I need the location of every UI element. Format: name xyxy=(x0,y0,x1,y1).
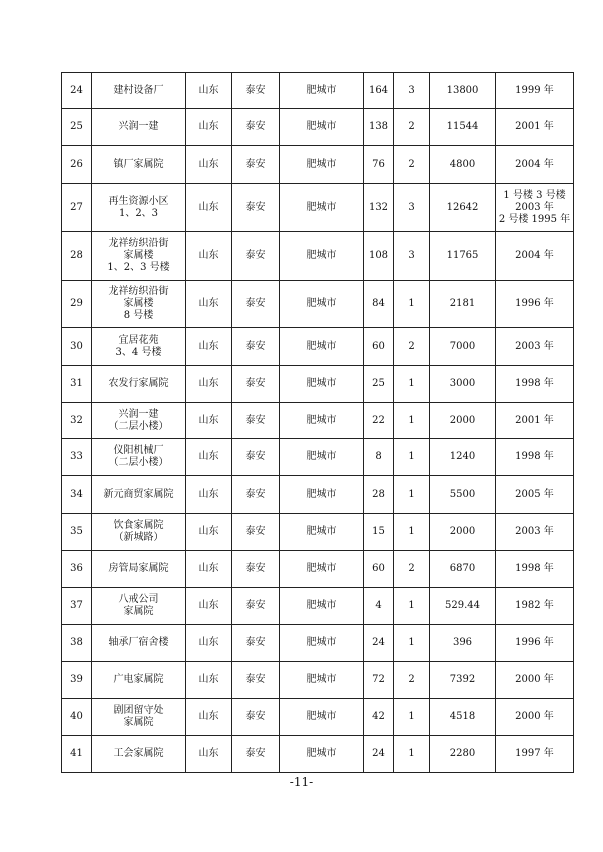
cell-district: 肥城市 xyxy=(280,184,364,232)
table-row xyxy=(62,73,574,109)
cell-year: 1996 年 xyxy=(496,281,574,328)
cell-year: 1996 年 xyxy=(496,625,574,662)
table-row xyxy=(62,366,574,403)
cell-floors: 1 xyxy=(394,366,430,403)
cell-year: 1998 年 xyxy=(496,439,574,476)
cell-district: 肥城市 xyxy=(280,662,364,699)
cell-district: 肥城市 xyxy=(280,439,364,476)
housing-table xyxy=(61,72,574,773)
cell-year: 2000 年 xyxy=(496,662,574,699)
cell-city: 泰安 xyxy=(232,281,280,328)
cell-floors: 3 xyxy=(394,232,430,281)
cell-province: 山东 xyxy=(186,514,232,551)
cell-floors: 1 xyxy=(394,588,430,625)
cell-year: 2004 年 xyxy=(496,232,574,281)
cell-name: 宜居花苑 3、4 号楼 xyxy=(92,328,186,366)
cell-name: 再生资源小区 1、2、3 xyxy=(92,184,186,232)
cell-name: 轴承厂宿舍楼 xyxy=(92,625,186,662)
cell-district: 肥城市 xyxy=(280,403,364,439)
table-row xyxy=(62,184,574,232)
cell-area: 7000 xyxy=(430,328,496,366)
cell-year: 1998 年 xyxy=(496,366,574,403)
cell-floors: 2 xyxy=(394,662,430,699)
cell-floors: 1 xyxy=(394,476,430,514)
cell-district: 肥城市 xyxy=(280,366,364,403)
cell-floors: 2 xyxy=(394,109,430,146)
cell-province: 山东 xyxy=(186,736,232,773)
cell-name: 新元商贸家属院 xyxy=(92,476,186,514)
cell-households: 28 xyxy=(364,476,394,514)
cell-households: 72 xyxy=(364,662,394,699)
cell-no: 38 xyxy=(62,625,92,662)
cell-province: 山东 xyxy=(186,439,232,476)
cell-floors: 1 xyxy=(394,625,430,662)
cell-name: 镇厂家属院 xyxy=(92,146,186,184)
cell-year: 1998 年 xyxy=(496,551,574,588)
cell-area: 12642 xyxy=(430,184,496,232)
cell-area: 7392 xyxy=(430,662,496,699)
cell-province: 山东 xyxy=(186,146,232,184)
cell-no: 36 xyxy=(62,551,92,588)
cell-households: 132 xyxy=(364,184,394,232)
cell-name: 龙祥纺织沿街 家属楼 1、2、3 号楼 xyxy=(92,232,186,281)
cell-province: 山东 xyxy=(186,232,232,281)
cell-district: 肥城市 xyxy=(280,551,364,588)
cell-year: 2003 年 xyxy=(496,514,574,551)
cell-year: 1997 年 xyxy=(496,736,574,773)
cell-year: 2000 年 xyxy=(496,699,574,736)
table-row xyxy=(62,736,574,773)
cell-floors: 1 xyxy=(394,736,430,773)
cell-no: 25 xyxy=(62,109,92,146)
cell-floors: 1 xyxy=(394,281,430,328)
cell-area: 2280 xyxy=(430,736,496,773)
table-row xyxy=(62,403,574,439)
cell-floors: 2 xyxy=(394,328,430,366)
cell-area: 5500 xyxy=(430,476,496,514)
cell-households: 60 xyxy=(364,328,394,366)
cell-floors: 3 xyxy=(394,73,430,109)
cell-name: 龙祥纺织沿街 家属楼 8 号楼 xyxy=(92,281,186,328)
cell-name: 剧团留守处 家属院 xyxy=(92,699,186,736)
table-body xyxy=(62,73,574,773)
cell-district: 肥城市 xyxy=(280,109,364,146)
cell-city: 泰安 xyxy=(232,476,280,514)
table-row xyxy=(62,328,574,366)
cell-no: 27 xyxy=(62,184,92,232)
cell-area: 11544 xyxy=(430,109,496,146)
cell-district: 肥城市 xyxy=(280,588,364,625)
cell-households: 60 xyxy=(364,551,394,588)
cell-no: 28 xyxy=(62,232,92,281)
cell-province: 山东 xyxy=(186,281,232,328)
cell-year: 1982 年 xyxy=(496,588,574,625)
cell-households: 4 xyxy=(364,588,394,625)
cell-name: 饮食家属院 （新城路） xyxy=(92,514,186,551)
cell-province: 山东 xyxy=(186,699,232,736)
cell-area: 4800 xyxy=(430,146,496,184)
cell-area: 529.44 xyxy=(430,588,496,625)
table-row xyxy=(62,476,574,514)
cell-district: 肥城市 xyxy=(280,73,364,109)
cell-no: 40 xyxy=(62,699,92,736)
cell-city: 泰安 xyxy=(232,403,280,439)
table-row xyxy=(62,662,574,699)
cell-city: 泰安 xyxy=(232,625,280,662)
cell-no: 35 xyxy=(62,514,92,551)
cell-area: 6870 xyxy=(430,551,496,588)
cell-city: 泰安 xyxy=(232,109,280,146)
cell-no: 31 xyxy=(62,366,92,403)
cell-name: 仪阳机械厂 （二层小楼） xyxy=(92,439,186,476)
cell-province: 山东 xyxy=(186,403,232,439)
cell-year: 1999 年 xyxy=(496,73,574,109)
cell-area: 11765 xyxy=(430,232,496,281)
cell-no: 41 xyxy=(62,736,92,773)
cell-name: 建村设备厂 xyxy=(92,73,186,109)
cell-no: 24 xyxy=(62,73,92,109)
cell-floors: 2 xyxy=(394,551,430,588)
cell-area: 1240 xyxy=(430,439,496,476)
cell-district: 肥城市 xyxy=(280,514,364,551)
cell-floors: 2 xyxy=(394,146,430,184)
cell-no: 37 xyxy=(62,588,92,625)
page-number: -11- xyxy=(289,775,314,789)
cell-floors: 1 xyxy=(394,514,430,551)
cell-district: 肥城市 xyxy=(280,328,364,366)
cell-district: 肥城市 xyxy=(280,232,364,281)
cell-province: 山东 xyxy=(186,625,232,662)
cell-households: 164 xyxy=(364,73,394,109)
cell-households: 24 xyxy=(364,625,394,662)
cell-households: 25 xyxy=(364,366,394,403)
table-row xyxy=(62,146,574,184)
cell-year: 2001 年 xyxy=(496,109,574,146)
cell-floors: 1 xyxy=(394,699,430,736)
cell-year: 2001 年 xyxy=(496,403,574,439)
cell-district: 肥城市 xyxy=(280,146,364,184)
cell-households: 76 xyxy=(364,146,394,184)
cell-province: 山东 xyxy=(186,662,232,699)
cell-no: 39 xyxy=(62,662,92,699)
cell-district: 肥城市 xyxy=(280,699,364,736)
cell-households: 42 xyxy=(364,699,394,736)
cell-city: 泰安 xyxy=(232,232,280,281)
cell-city: 泰安 xyxy=(232,73,280,109)
cell-year: 2003 年 xyxy=(496,328,574,366)
cell-city: 泰安 xyxy=(232,328,280,366)
cell-area: 2000 xyxy=(430,403,496,439)
cell-name: 广电家属院 xyxy=(92,662,186,699)
cell-area: 2000 xyxy=(430,514,496,551)
cell-no: 34 xyxy=(62,476,92,514)
cell-city: 泰安 xyxy=(232,699,280,736)
table-row xyxy=(62,232,574,281)
cell-name: 农发行家属院 xyxy=(92,366,186,403)
cell-area: 2181 xyxy=(430,281,496,328)
cell-no: 30 xyxy=(62,328,92,366)
cell-no: 29 xyxy=(62,281,92,328)
table-row xyxy=(62,109,574,146)
table-row xyxy=(62,281,574,328)
cell-district: 肥城市 xyxy=(280,281,364,328)
cell-city: 泰安 xyxy=(232,588,280,625)
cell-households: 84 xyxy=(364,281,394,328)
table-row xyxy=(62,699,574,736)
cell-households: 15 xyxy=(364,514,394,551)
cell-floors: 1 xyxy=(394,403,430,439)
cell-area: 3000 xyxy=(430,366,496,403)
cell-city: 泰安 xyxy=(232,184,280,232)
cell-district: 肥城市 xyxy=(280,476,364,514)
table-row xyxy=(62,439,574,476)
table-row xyxy=(62,588,574,625)
cell-city: 泰安 xyxy=(232,551,280,588)
cell-households: 108 xyxy=(364,232,394,281)
cell-households: 22 xyxy=(364,403,394,439)
cell-name: 房管局家属院 xyxy=(92,551,186,588)
cell-year: 2004 年 xyxy=(496,146,574,184)
cell-district: 肥城市 xyxy=(280,736,364,773)
table-row xyxy=(62,551,574,588)
cell-area: 13800 xyxy=(430,73,496,109)
cell-year: 1 号楼 3 号楼 2003 年 2 号楼 1995 年 xyxy=(496,184,574,232)
cell-name: 工会家属院 xyxy=(92,736,186,773)
cell-area: 396 xyxy=(430,625,496,662)
cell-no: 33 xyxy=(62,439,92,476)
cell-area: 4518 xyxy=(430,699,496,736)
cell-households: 138 xyxy=(364,109,394,146)
table-row xyxy=(62,514,574,551)
cell-province: 山东 xyxy=(186,366,232,403)
cell-province: 山东 xyxy=(186,476,232,514)
cell-province: 山东 xyxy=(186,184,232,232)
table-row xyxy=(62,625,574,662)
cell-households: 8 xyxy=(364,439,394,476)
cell-district: 肥城市 xyxy=(280,625,364,662)
cell-city: 泰安 xyxy=(232,736,280,773)
cell-city: 泰安 xyxy=(232,146,280,184)
cell-no: 26 xyxy=(62,146,92,184)
cell-province: 山东 xyxy=(186,328,232,366)
cell-name: 兴润一建 xyxy=(92,109,186,146)
cell-province: 山东 xyxy=(186,73,232,109)
cell-floors: 1 xyxy=(394,439,430,476)
cell-province: 山东 xyxy=(186,588,232,625)
cell-no: 32 xyxy=(62,403,92,439)
cell-city: 泰安 xyxy=(232,439,280,476)
cell-name: 八戒公司 家属院 xyxy=(92,588,186,625)
cell-year: 2005 年 xyxy=(496,476,574,514)
cell-households: 24 xyxy=(364,736,394,773)
cell-province: 山东 xyxy=(186,551,232,588)
cell-name: 兴润一建 （二层小楼） xyxy=(92,403,186,439)
cell-city: 泰安 xyxy=(232,514,280,551)
cell-city: 泰安 xyxy=(232,662,280,699)
cell-province: 山东 xyxy=(186,109,232,146)
cell-city: 泰安 xyxy=(232,366,280,403)
cell-floors: 3 xyxy=(394,184,430,232)
